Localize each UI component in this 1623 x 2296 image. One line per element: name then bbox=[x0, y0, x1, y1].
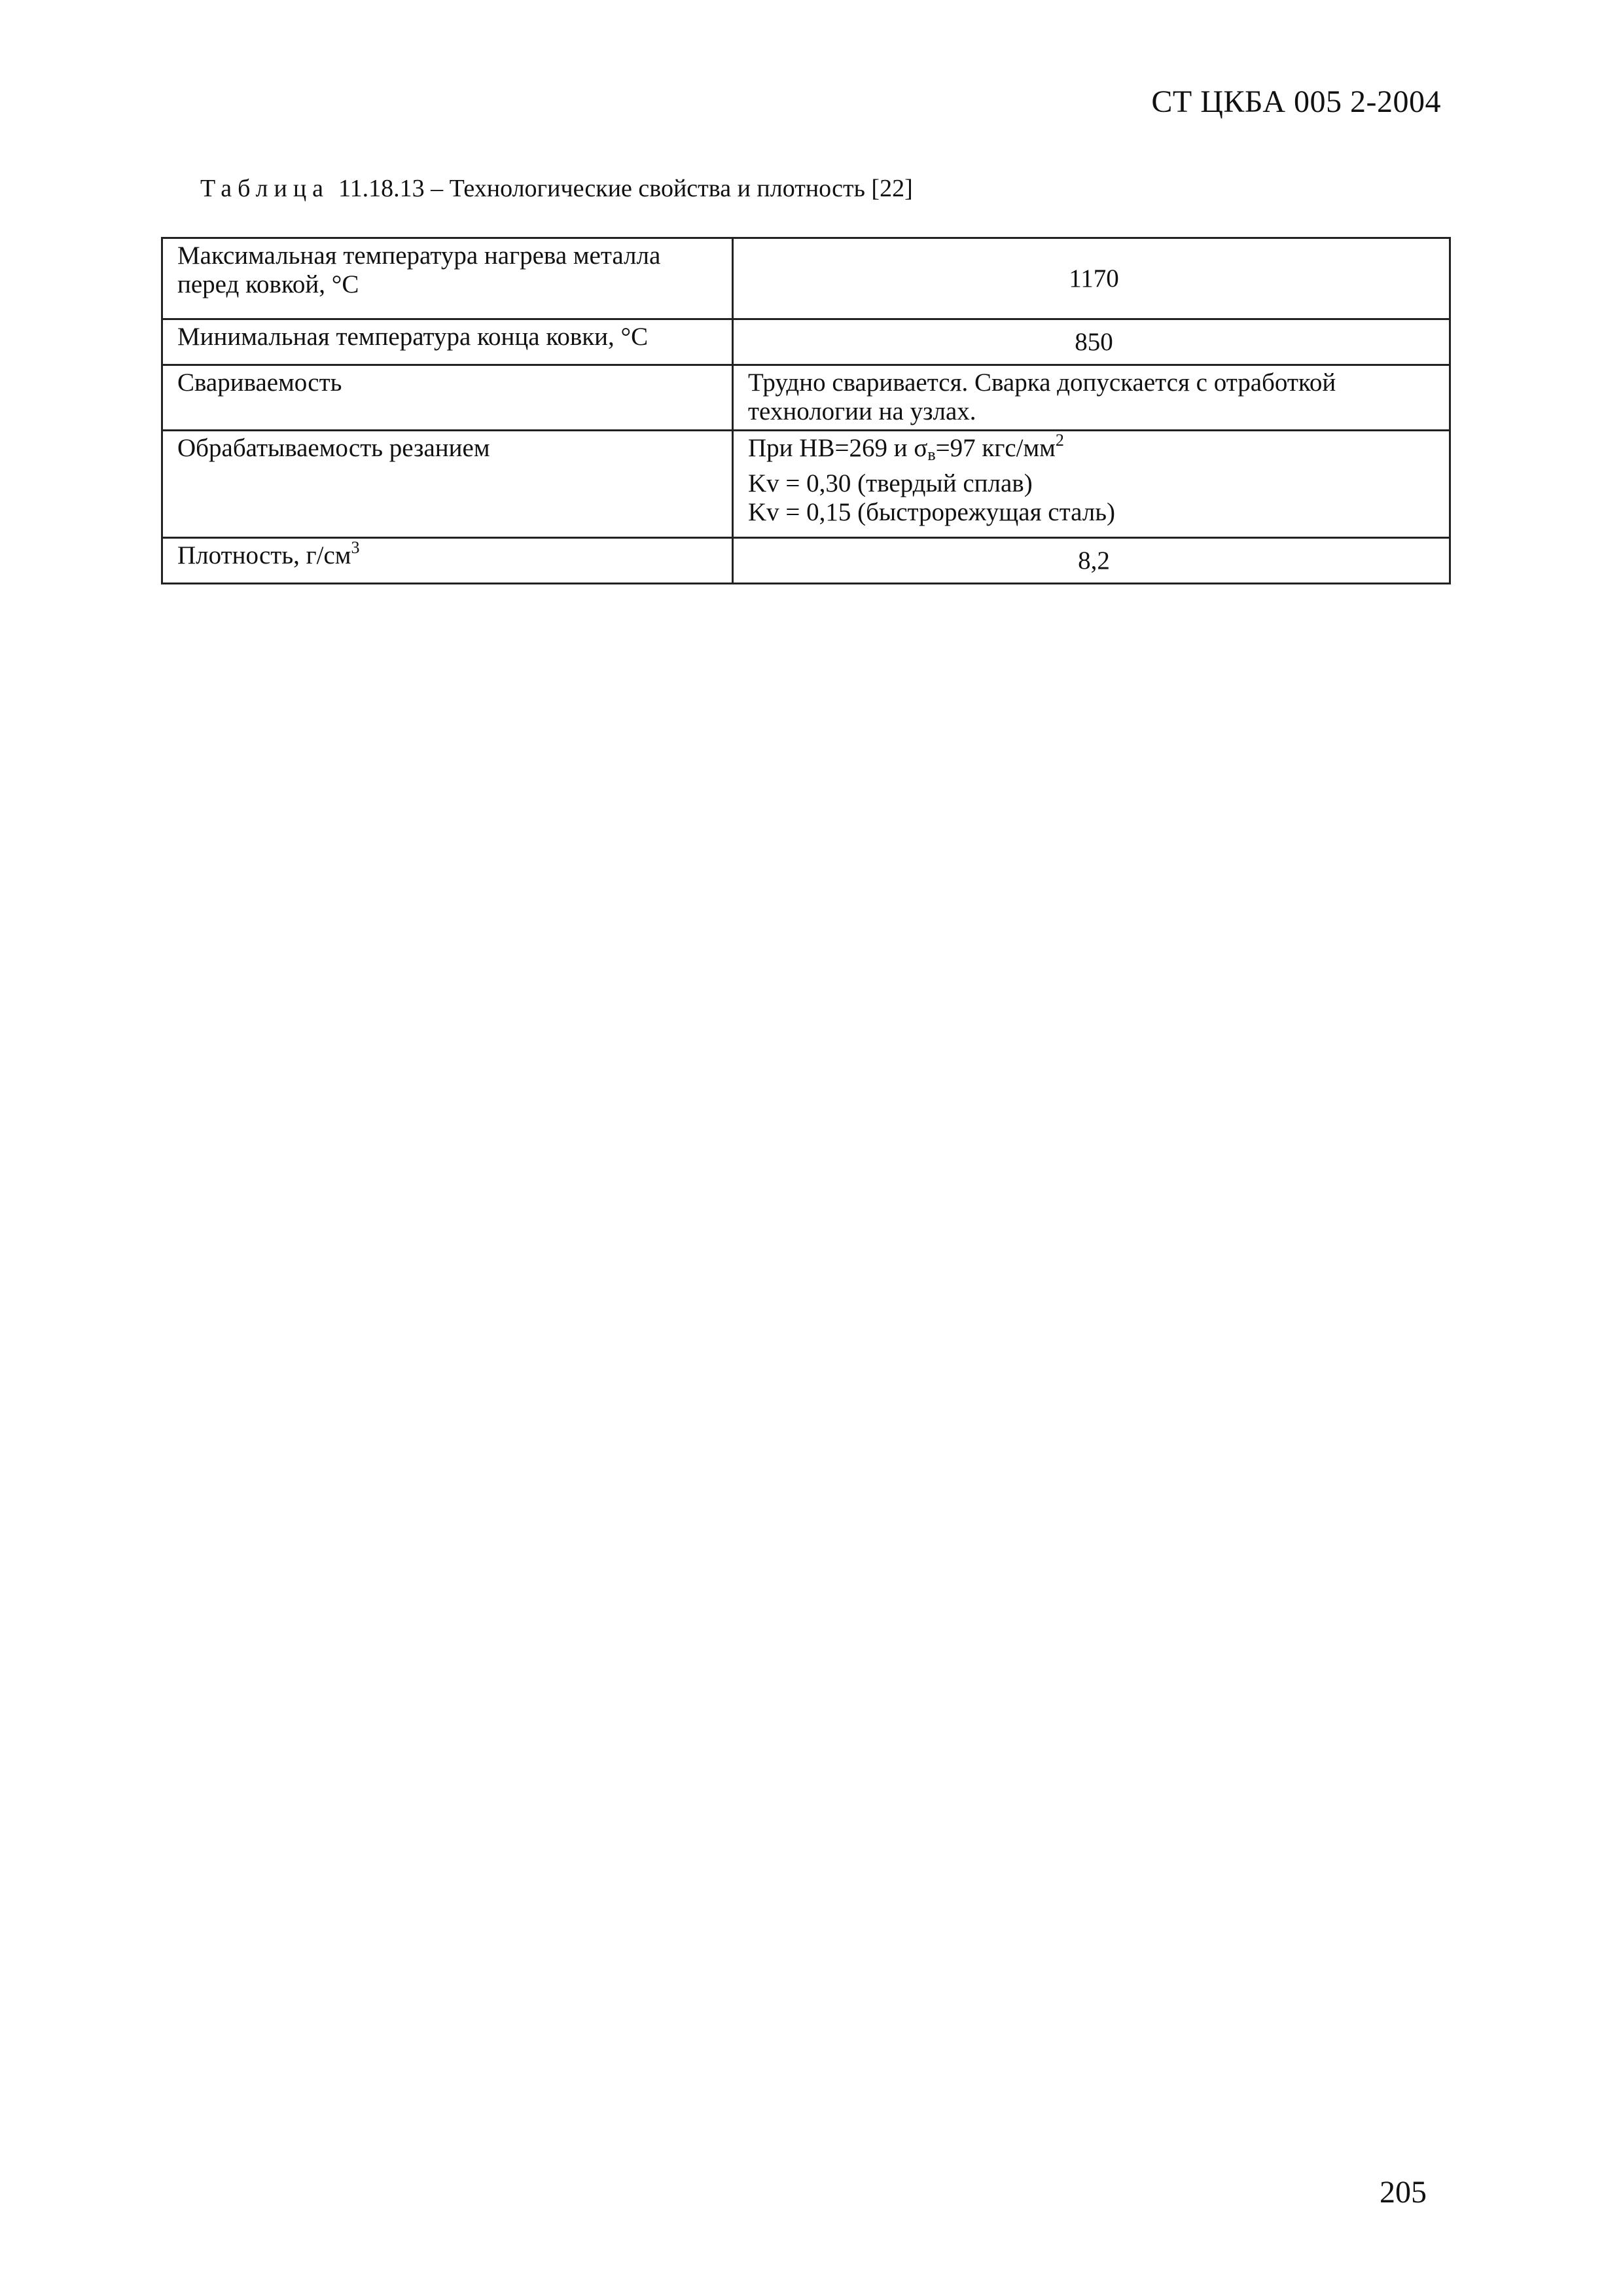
table-row bbox=[162, 365, 1450, 431]
value-cell: 1170 bbox=[733, 238, 1450, 319]
page-number: 205 bbox=[1380, 2175, 1427, 2210]
property-cell: Минимальная температура конца ковки, °С bbox=[162, 319, 733, 365]
table-caption-text: 11.18.13 – Технологические свойства и плотность [22] bbox=[338, 175, 913, 202]
table-row bbox=[162, 431, 1450, 538]
property-cell: Обрабатываемость резанием bbox=[162, 431, 733, 538]
sigma-subscript: в bbox=[927, 445, 936, 464]
unit-superscript: 2 bbox=[1055, 431, 1064, 450]
table-row bbox=[162, 238, 1450, 319]
property-text: Максимальная температура нагрева металла bbox=[177, 242, 661, 270]
unit-superscript: 3 bbox=[351, 538, 360, 557]
property-cell bbox=[162, 238, 733, 319]
table-row bbox=[162, 538, 1450, 584]
table-row bbox=[162, 319, 1450, 365]
hardness-prefix: При НВ=269 и σ bbox=[748, 434, 928, 462]
value-cell: 850 bbox=[733, 319, 1450, 365]
value-cell: 8,2 bbox=[733, 538, 1450, 584]
property-text: Плотность, г/см bbox=[177, 541, 351, 569]
value-cell bbox=[733, 431, 1450, 538]
value-text: Kv = 0,30 (твердый сплав) bbox=[748, 469, 1033, 497]
value-text: технологии на узлах. bbox=[748, 397, 976, 425]
document-code: СТ ЦКБА 005 2-2004 bbox=[1151, 84, 1441, 119]
properties-table bbox=[161, 237, 1451, 584]
value-cell bbox=[733, 365, 1450, 431]
table-caption bbox=[200, 174, 913, 203]
table-caption-label: Таблица bbox=[200, 175, 330, 202]
property-cell bbox=[162, 538, 733, 584]
property-cell: Свариваемость bbox=[162, 365, 733, 431]
value-text: Трудно сваривается. Сварка допускается с отработкой bbox=[748, 368, 1336, 397]
property-text: перед ковкой, °С bbox=[177, 270, 359, 298]
hardness-suffix: =97 кгс/мм bbox=[935, 434, 1056, 462]
hardness-line bbox=[748, 431, 1440, 469]
value-text: Kv = 0,15 (быстрорежущая сталь) bbox=[748, 498, 1116, 526]
